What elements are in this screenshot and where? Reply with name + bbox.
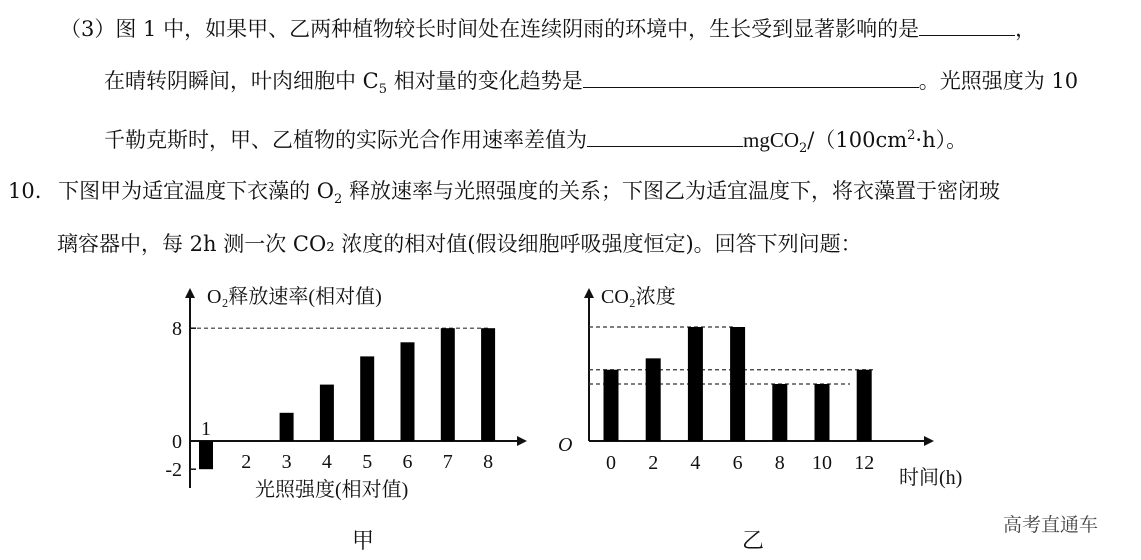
unit-sup: 2	[907, 128, 916, 143]
q10-line1-text-a: 下图甲为适宜温度下衣藻的 O	[58, 179, 334, 203]
q10-number: 10.	[8, 179, 42, 203]
y-axis-label: CO₂浓度	[601, 286, 676, 308]
chart-yi	[558, 285, 962, 489]
caption-yi: 乙	[742, 529, 765, 554]
x-tick-label: 5	[362, 451, 373, 473]
x-axis-label: 时间(h)	[899, 467, 963, 489]
x-tick-label: 2	[241, 451, 252, 473]
x-tick-label: 4	[321, 451, 332, 473]
bar	[441, 328, 455, 441]
bar	[604, 370, 619, 441]
x-tick-label: 8	[774, 452, 785, 474]
q10-line1-text-b: 释放速率与光照强度的关系；下图乙为适宜温度下，将衣藻置于密闭玻	[342, 179, 1000, 203]
caption-jia: 甲	[352, 529, 375, 554]
origin-label: O	[558, 434, 573, 456]
bar	[688, 327, 703, 441]
bar	[199, 441, 213, 469]
x-tick-label: 7	[442, 451, 453, 473]
q3-line2-text-b: 相对量的变化趋势是	[387, 69, 583, 93]
y-tick-label: -2	[165, 459, 182, 482]
q3-line1-text: （3）图 1 中，如果甲、乙两种植物较长时间处在连续阴雨的环境中，生长受到显著影响的是	[60, 17, 920, 41]
bar-label: 1	[201, 418, 211, 440]
x-tick-label: 8	[483, 451, 494, 473]
x-tick-label: 0	[606, 452, 616, 474]
q3-line1-end: ，	[1015, 17, 1037, 41]
bar	[730, 327, 745, 441]
unit-b: /（100cm	[807, 128, 908, 152]
x-tick-label: 2	[648, 452, 659, 474]
q3-line3-text: 千勒克斯时，甲、乙植物的实际光合作用速率差值为	[104, 128, 587, 152]
x-tick-label: 12	[854, 452, 875, 474]
bar	[646, 358, 661, 441]
unit-sub: 2	[799, 141, 808, 157]
o2-subscript: 2	[333, 192, 343, 208]
q10-line2-text: 璃容器中，每 2h 测一次 CO₂ 浓度的相对值(假设细胞呼吸强度恒定)。回答下列问题：	[57, 232, 862, 256]
bar	[481, 328, 495, 441]
unit-c: ·h）。	[915, 128, 968, 152]
x-tick-label: 6	[402, 451, 413, 473]
x-tick-label: 3	[281, 451, 292, 473]
bar	[280, 413, 294, 441]
chart-jia	[165, 285, 525, 501]
watermark-logo-text: 高考直通车	[1003, 514, 1099, 536]
bar	[401, 342, 415, 441]
bar	[815, 384, 830, 441]
unit-a: mgCO	[743, 128, 800, 152]
bar	[320, 385, 334, 441]
c5-subscript: 5	[378, 82, 388, 98]
x-axis-label: 光照强度(相对值)	[255, 479, 409, 501]
bar	[772, 384, 787, 441]
y-tick-label: 8	[172, 318, 182, 341]
x-tick-label: 6	[732, 452, 743, 474]
q3-line2-text-c: 。光照强度为 10	[918, 69, 1079, 93]
bar	[857, 370, 872, 441]
x-tick-label: 10	[812, 452, 832, 474]
y-tick-label: 0	[172, 431, 182, 453]
y-axis-label: O₂释放速率(相对值)	[207, 286, 382, 308]
x-tick-label: 4	[690, 452, 701, 474]
bar	[360, 356, 374, 441]
q3-line2-text-a: 在晴转阴瞬间，叶肉细胞中 C	[104, 69, 379, 93]
